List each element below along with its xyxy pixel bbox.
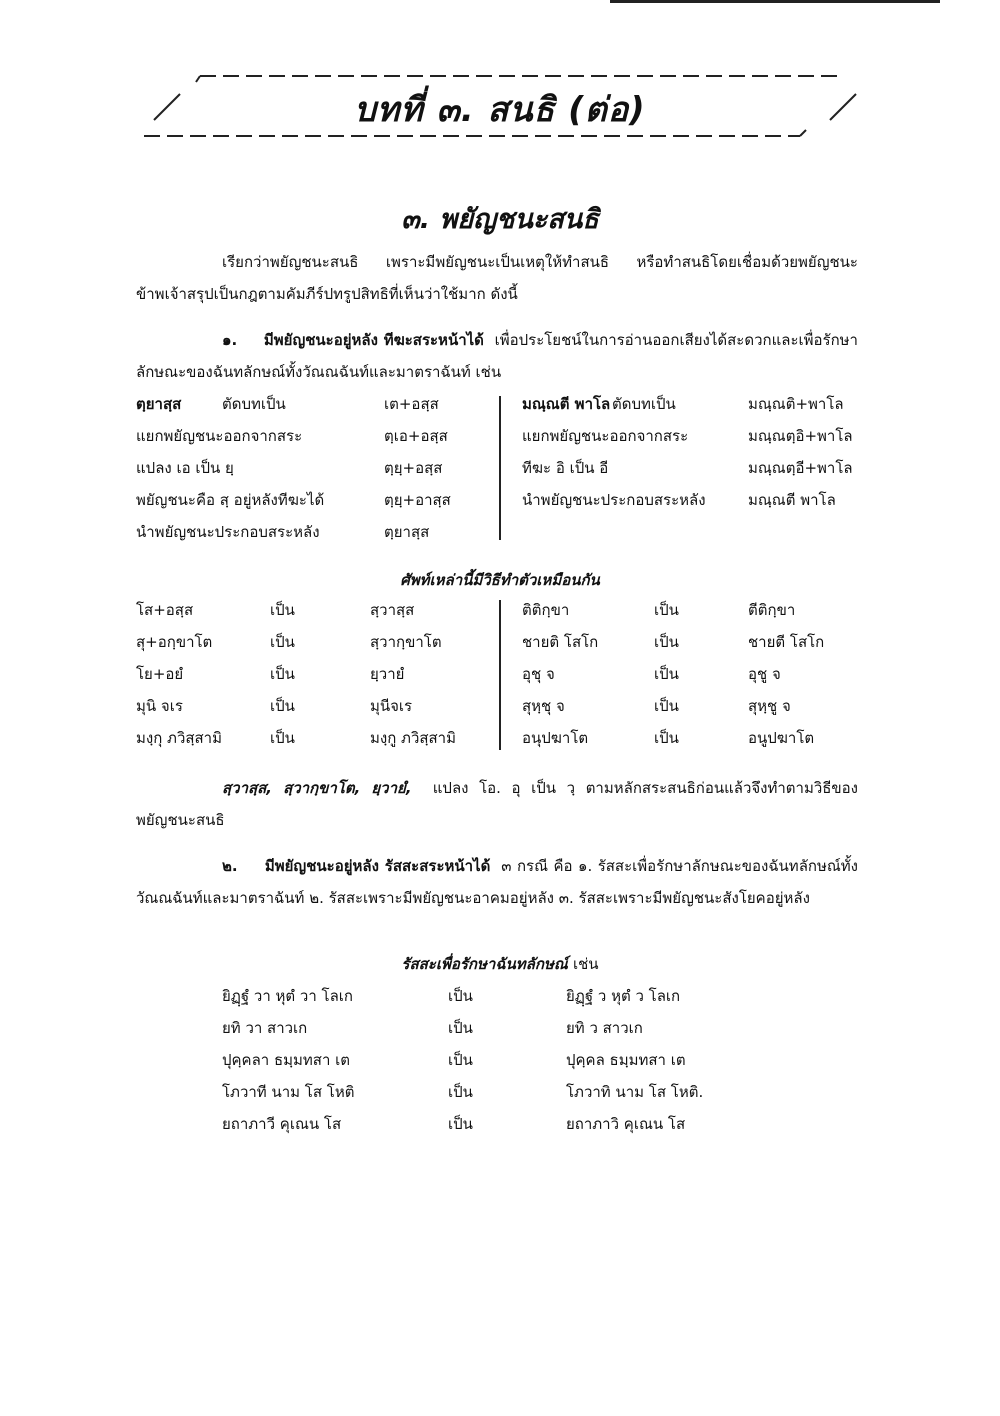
note-text: แปลง โอ. อุ เป็น วฺ ตามหลักสระสนธิก่อนแล้วจึงทำตามวิธีของพยัญชนะสนธิ: [136, 779, 859, 829]
example-right-step: ทีฆะ อิ เป็น อี: [522, 459, 609, 477]
example-right-headword: มณฺณตี พาโล: [522, 395, 611, 413]
note-paragraph: [136, 772, 858, 836]
similar-right-verb: เป็น: [654, 729, 679, 747]
example-right-form: มณฺณตฺอี+พาโล: [748, 459, 853, 477]
intro-paragraph: [136, 246, 858, 310]
example-left-form: ตฺยาสฺส: [384, 523, 430, 541]
chapter-title: บทที่ ๓. สนธิ (ต่อ): [354, 90, 646, 130]
example-left-step: พยัญชนะคือ สฺ อยู่หลังทีฆะได้: [136, 491, 325, 509]
rassa-from: ยทิ วา สาวเก: [222, 1019, 308, 1037]
similar-right-from: สุหฺชุ จ: [522, 697, 565, 715]
similar-right-verb: เป็น: [654, 601, 679, 619]
rassa-heading: [0, 952, 1000, 976]
similar-left-from: โย+อยํ: [136, 665, 184, 683]
example-right-step: นำพยัญชนะประกอบสระหลัง: [522, 491, 706, 509]
rule2-heading: มีพยัญชนะอยู่หลัง รัสสะสระหน้าได้: [264, 857, 491, 875]
similar-right-verb: เป็น: [654, 697, 679, 715]
similar-left-verb: เป็น: [270, 697, 295, 715]
similar-right-from: ติติกฺขา: [522, 601, 570, 619]
rassa-verb: เป็น: [448, 1019, 473, 1037]
similar-left-to: มุนีจเร: [370, 697, 413, 715]
similar-right-to: ตีติกฺขา: [748, 601, 796, 619]
example-right-form: มณฺณตี พาโล: [748, 491, 836, 509]
similar-heading: ศัพท์เหล่านี้มีวิธีทำตัวเหมือนกัน: [400, 571, 600, 589]
rassa-heading-text: รัสสะเพื่อรักษาฉันทลักษณ์: [401, 955, 568, 973]
example-left-form: ตฺยฺ+อาสฺส: [384, 491, 451, 509]
rassa-verb: เป็น: [448, 1051, 473, 1069]
rassa-from: ยถาภาวี คุเณน โส: [222, 1115, 342, 1133]
similar-left-from: มุนิ จเร: [136, 697, 183, 715]
rassa-to: ปุคฺคล ธมฺมทสา เต: [566, 1051, 686, 1069]
rassa-verb: เป็น: [448, 1115, 473, 1133]
intro-line-2: ข้าพเจ้าสรุปเป็นกฎตามคัมภีร์ปทรูปสิทธิที่เห็นว่าใช้มาก ดังนี้: [136, 285, 518, 303]
example-left-step: ตัดบทเป็น: [222, 395, 286, 413]
similar-right-from: ชายติ โสโก: [522, 633, 599, 651]
similar-right-to: ชายตี โสโก: [748, 633, 825, 651]
rule2-text: ๓ กรณี คือ ๑. รัสสะเพื่อรักษาลักษณะของฉันทลักษณ์ทั้งวัณณฉันท์และมาตราฉันท์ ๒. รัสสะเพราะมีพยัญชนะอาคมอยู่หลัง ๓. รัสสะเพราะมีพยัญชนะสังโยคอยู่หลัง: [136, 857, 858, 907]
rassa-to: ยทิ ว สาวเก: [566, 1019, 643, 1037]
rassa-to: ยิฏฺฐํ ว หุตํ ว โลเก: [566, 987, 681, 1005]
example-right-form: มณฺณตฺอิ+พาโล: [748, 427, 853, 445]
example-right-step: แยกพยัญชนะออกจากสระ: [522, 427, 689, 445]
similar-right-to: อุชู จ: [748, 665, 781, 683]
rule1-text: เพื่อประโยชน์ในการอ่านออกเสียงได้สะดวกและเพื่อรักษาลักษณะของฉันทลักษณ์ทั้งวัณณฉันท์และมาตราฉันท์ เช่น: [136, 331, 858, 381]
rassa-verb: เป็น: [448, 1083, 473, 1101]
similar-left-verb: เป็น: [270, 729, 295, 747]
rassa-to: โภวาทิ นาม โส โหติ.: [566, 1083, 704, 1101]
similar-left-to: สฺวากฺขาโต: [370, 633, 442, 651]
similar-divider: [499, 600, 501, 750]
example-left-form: ตฺเอ+อสฺส: [384, 427, 448, 445]
similar-left-from: มงฺกุ ภวิสฺสามิ: [136, 729, 222, 747]
rule1-heading: มีพยัญชนะอยู่หลัง ทีฆะสระหน้าได้: [263, 331, 484, 349]
rassa-verb: เป็น: [448, 987, 473, 1005]
top-edge-rule: [610, 0, 940, 3]
similar-left-verb: เป็น: [270, 601, 295, 619]
similar-right-verb: เป็น: [654, 665, 679, 683]
section-title: ๓. พยัญชนะสนธิ: [401, 204, 599, 235]
similar-left-to: สฺวาสฺส: [370, 601, 415, 619]
intro-line-1: เรียกว่าพยัญชนะสนธิ เพราะมีพยัญชนะเป็นเหตุให้ทำสนธิ หรือทำสนธิโดยเชื่อมด้วยพยัญชนะ: [222, 253, 858, 271]
example-right-form: มณฺณติ+พาโล: [748, 395, 844, 413]
example-left-step: แยกพยัญชนะออกจากสระ: [136, 427, 303, 445]
similar-left-to: ยฺวายํ: [370, 665, 405, 683]
similar-right-from: อนุปฆาโต: [522, 729, 589, 747]
example-left-form: ตฺยฺ+อสฺส: [384, 459, 443, 477]
chapter-banner: [140, 72, 860, 144]
similar-right-verb: เป็น: [654, 633, 679, 651]
rassa-to: ยถาภาวิ คุเณน โส: [566, 1115, 686, 1133]
rule2-number: ๒.: [222, 857, 238, 875]
similar-left-verb: เป็น: [270, 665, 295, 683]
similar-right-to: สุหฺชู จ: [748, 697, 791, 715]
example-right-step: ตัดบทเป็น: [612, 395, 676, 413]
example-left-headword: ตฺยาสฺส: [136, 395, 182, 413]
rule2-paragraph: [136, 850, 858, 914]
rassa-heading-suffix: เช่น: [573, 955, 599, 973]
similar-right-from: อุชุ จ: [522, 665, 555, 683]
example-left-step: นำพยัญชนะประกอบสระหลัง: [136, 523, 320, 541]
similar-left-from: สุ+อกฺขาโต: [136, 633, 213, 651]
note-words: สฺวาสฺส, สฺวากฺขาโต, ยฺวายํ,: [222, 779, 412, 797]
rule1-number: ๑.: [222, 331, 238, 349]
rassa-from: ปุคฺคลา ธมฺมทสา เต: [222, 1051, 351, 1069]
similar-left-from: โส+อสฺส: [136, 601, 194, 619]
example-left-step: แปลง เอ เป็น ยฺ: [136, 459, 234, 477]
similar-left-to: มงฺกู ภวิสฺสามิ: [370, 729, 456, 747]
rassa-from: ยิฏฺฐํ วา หุตํ วา โลเก: [222, 987, 353, 1005]
similar-right-to: อนูปฆาโต: [748, 729, 815, 747]
example-left-form: เต+อสฺส: [384, 395, 439, 413]
rassa-from: โภวาที นาม โส โหติ: [222, 1083, 355, 1101]
rule1-paragraph: [136, 324, 858, 388]
similar-left-verb: เป็น: [270, 633, 295, 651]
example-divider: [499, 396, 501, 540]
